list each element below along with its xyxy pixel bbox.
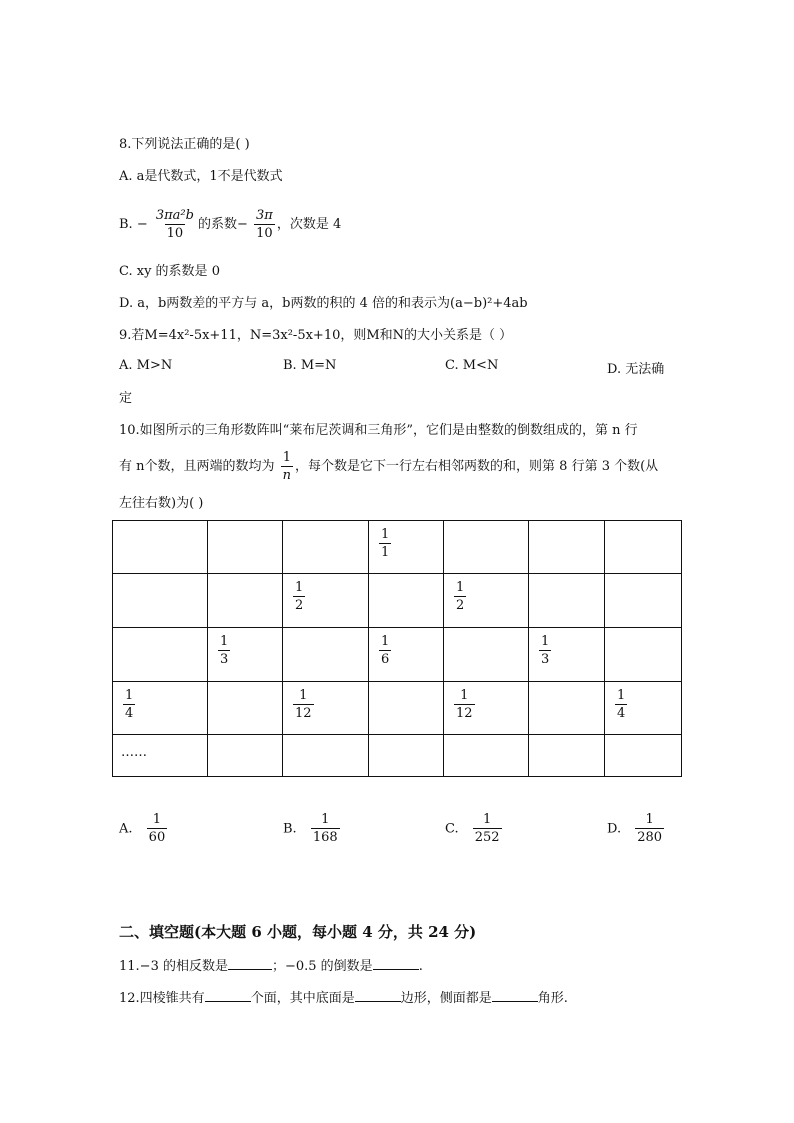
table-cell xyxy=(208,628,283,682)
table-cell xyxy=(208,682,283,735)
frac-den: 60 xyxy=(148,830,166,845)
option-label: B. xyxy=(283,821,297,837)
q10-option-c xyxy=(445,812,504,846)
table-cell xyxy=(283,628,369,682)
q11-text-b: ；−0.5 的倒数是 xyxy=(271,959,373,974)
cell-fraction xyxy=(539,634,551,668)
frac-den: 4 xyxy=(617,706,626,721)
frac-num: 1 xyxy=(456,580,465,595)
frac-den: 2 xyxy=(295,598,304,613)
frac-num: 1 xyxy=(617,688,626,703)
q10-option-d xyxy=(607,812,666,846)
table-cell xyxy=(369,682,444,735)
frac-den: 1 xyxy=(381,545,390,560)
table-cell xyxy=(113,682,208,735)
table-cell xyxy=(369,735,444,777)
table-cell xyxy=(283,735,369,777)
q9-option-d: D. 无法确 xyxy=(607,362,665,377)
frac-den: 12 xyxy=(456,706,473,721)
q12-text-a: 12.四棱锥共有 xyxy=(119,991,205,1006)
cell-fraction xyxy=(454,688,475,722)
q12 xyxy=(119,988,568,1008)
q10-line2-frac-den: n xyxy=(282,467,292,483)
option-fraction xyxy=(473,812,502,846)
cell-fraction xyxy=(293,688,314,722)
frac-den: 280 xyxy=(637,830,663,845)
table-cell xyxy=(208,574,283,628)
q8-option-d: D. a，b两数差的平方与 a，b两数的积的 4 倍的和表示为(a−b)²+4ab xyxy=(119,296,528,311)
cell-fraction xyxy=(218,634,230,668)
q8-b-frac2-num: 3π xyxy=(256,207,273,223)
table-cell xyxy=(605,682,682,735)
option-fraction xyxy=(635,812,664,846)
q9-option-c: C. M<N xyxy=(445,358,499,373)
option-fraction xyxy=(147,812,168,846)
cell-fraction xyxy=(379,527,391,561)
q8-b-mid: 的系数− xyxy=(197,217,248,232)
q12-text-c: 边形，侧面都是 xyxy=(400,991,492,1006)
table-cell xyxy=(444,735,529,777)
section-2-title: 二、填空题(本大题 6 小题，每小题 4 分，共 24 分) xyxy=(119,923,477,941)
q10-line2-b: ，每个数是它下一行左右相邻两数的和，则第 8 行第 3 个数(从 xyxy=(295,459,659,474)
table-cell xyxy=(444,521,529,574)
frac-den: 3 xyxy=(220,652,229,667)
option-label: D. xyxy=(607,821,622,837)
frac-num: 1 xyxy=(483,812,492,827)
q8-b-prefix: B. − xyxy=(119,217,148,232)
table-cell xyxy=(605,735,682,777)
q11-text-c: . xyxy=(418,959,423,974)
q8-stem: 8.下列说法正确的是( ) xyxy=(119,137,250,152)
q8-option-b xyxy=(119,205,341,245)
q10-option-b xyxy=(283,812,342,846)
frac-den: 6 xyxy=(381,652,390,667)
q10-line2-fraction xyxy=(281,450,293,484)
frac-num: 1 xyxy=(381,634,390,649)
frac-den: 252 xyxy=(474,830,500,845)
q10-stem-line3: 左往右数)为( ) xyxy=(119,496,204,511)
q8-option-a: A. a是代数式，1不是代数式 xyxy=(119,169,283,184)
table-cell xyxy=(529,735,605,777)
frac-num: 1 xyxy=(295,580,304,595)
q9-stem: 9.若M=4x²-5x+11，N=3x²-5x+10，则M和N的大小关系是（ ） xyxy=(119,328,513,343)
frac-den: 4 xyxy=(125,706,134,721)
table-cell xyxy=(529,628,605,682)
q11 xyxy=(119,956,423,976)
frac-num: 1 xyxy=(220,634,229,649)
frac-num: 1 xyxy=(541,634,550,649)
q9-option-d-continued: 定 xyxy=(119,391,133,406)
cell-fraction xyxy=(454,580,466,614)
table-cell xyxy=(444,628,529,682)
table-cell xyxy=(369,628,444,682)
table-cell xyxy=(444,574,529,628)
q8-b-fraction-2 xyxy=(254,208,275,242)
table-cell xyxy=(529,521,605,574)
cell-fraction xyxy=(123,688,135,722)
frac-num: 1 xyxy=(299,688,308,703)
q11-text-a: 11.−3 的相反数是 xyxy=(119,959,228,974)
table-cell xyxy=(369,574,444,628)
frac-num: 1 xyxy=(381,527,390,542)
table-cell xyxy=(283,521,369,574)
q8-b-fraction-1 xyxy=(154,208,196,242)
q9-option-a: A. M>N xyxy=(119,358,173,373)
q8-b-frac2-den: 10 xyxy=(256,225,273,241)
table-cell xyxy=(369,521,444,574)
table-cell xyxy=(283,682,369,735)
q10-option-a xyxy=(119,812,169,846)
table-cell xyxy=(208,521,283,574)
q12-text-d: 角形. xyxy=(537,991,568,1006)
frac-num: 1 xyxy=(125,688,134,703)
frac-den: 168 xyxy=(312,830,338,845)
q9-option-b: B. M=N xyxy=(283,358,337,373)
q10-line2-frac-num: 1 xyxy=(282,449,291,465)
q10-stem-line1: 10.如图所示的三角形数阵叫“莱布尼茨调和三角形”，它们是由整数的倒数组成的，第 n 行 xyxy=(119,423,638,438)
cell-fraction xyxy=(379,634,391,668)
answer-blank[interactable] xyxy=(228,956,272,970)
frac-num: 1 xyxy=(645,812,654,827)
answer-blank[interactable] xyxy=(355,988,401,1002)
table-cell xyxy=(529,682,605,735)
q10-stem-line2 xyxy=(119,449,658,485)
option-label: A. xyxy=(119,821,133,837)
q8-b-suffix: ，次数是 4 xyxy=(276,217,342,232)
table-cell-ellipsis: …… xyxy=(113,735,208,777)
table-cell xyxy=(113,521,208,574)
frac-num: 1 xyxy=(152,812,162,827)
frac-den: 12 xyxy=(295,706,312,721)
q12-text-b: 个面，其中底面是 xyxy=(250,991,355,1006)
table-cell xyxy=(605,521,682,574)
frac-num: 1 xyxy=(321,812,330,827)
table-cell xyxy=(444,682,529,735)
answer-blank[interactable] xyxy=(205,988,251,1002)
answer-blank[interactable] xyxy=(373,956,419,970)
q10-line2-a: 有 n个数，且两端的数均为 xyxy=(119,459,275,474)
table-cell xyxy=(605,574,682,628)
cell-fraction xyxy=(293,580,305,614)
q8-option-c: C. xy 的系数是 0 xyxy=(119,264,220,279)
table-cell xyxy=(283,574,369,628)
harmonic-triangle-table xyxy=(112,520,682,777)
cell-fraction xyxy=(615,688,627,722)
table-cell xyxy=(208,735,283,777)
table-cell xyxy=(113,574,208,628)
frac-num: 1 xyxy=(460,688,469,703)
frac-den: 2 xyxy=(456,598,465,613)
table-cell xyxy=(113,628,208,682)
table-cell xyxy=(529,574,605,628)
option-fraction xyxy=(311,812,340,846)
q8-b-frac1-den: 10 xyxy=(166,225,184,241)
table-cell xyxy=(605,628,682,682)
answer-blank[interactable] xyxy=(492,988,538,1002)
q8-b-frac1-num: 3πa²b xyxy=(155,207,194,223)
frac-den: 3 xyxy=(541,652,550,667)
option-label: C. xyxy=(445,821,459,837)
